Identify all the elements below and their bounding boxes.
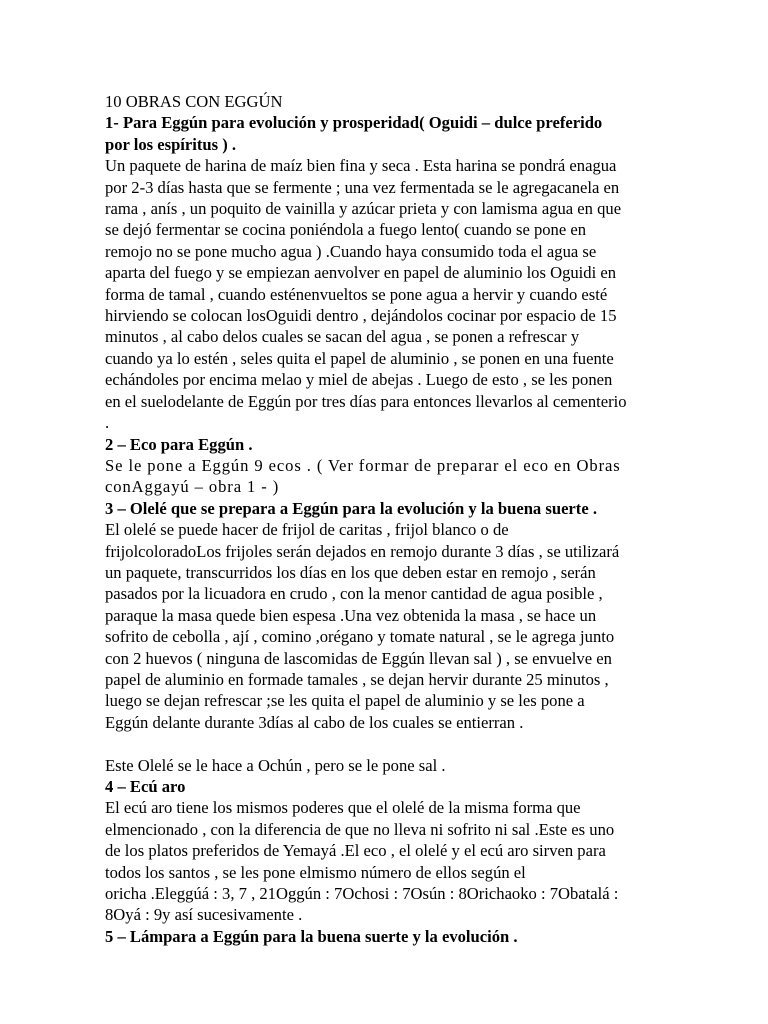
section-1-line: hirviendo se colocan losOguidi dentro , dejándolos cocinar por espacio de 15	[105, 306, 617, 326]
section-1-line: .	[105, 413, 110, 433]
section-1-heading-line-1: 1- Para Eggún para evolución y prosperidad( Oguidi – dulce preferido	[105, 113, 603, 133]
section-1-line: Un paquete de harina de maíz bien fina y seca . Esta harina se pondrá enagua	[105, 156, 617, 176]
section-4-line: elmencionado , con la diferencia de que no lleva ni sofrito ni sal .Este es uno	[105, 819, 615, 839]
section-3-heading: 3 – Olelé que se prepara a Eggún para la evolución y la buena suerte .	[105, 498, 597, 518]
section-3-line: sofrito de cebolla , ají , comino ,orégano y tomate natural , se le agrega junto	[105, 627, 615, 647]
section-3-line: pasados por la licuadora en crudo , con la menor cantidad de agua posible ,	[105, 584, 603, 604]
section-3-line: luego se dejan refrescar ;se les quita el papel de aluminio y se les pone a	[105, 691, 585, 711]
section-4-line: El ecú aro tiene los mismos poderes que el olelé de la misma forma que	[105, 798, 581, 818]
section-3-line: Eggún delante durante 3días al cabo de los cuales se entierran .	[105, 712, 524, 732]
document-text	[105, 91, 670, 947]
section-3-line: con 2 huevos ( ninguna de lascomidas de Eggún llevan sal ) , se envuelve en	[105, 648, 612, 668]
section-3-note: Este Olelé se le hace a Ochún , pero se le pone sal .	[105, 755, 446, 775]
section-3-line: un paquete, transcurridos los días en los que deben estar en remojo , serán	[105, 562, 596, 582]
section-1-heading-line-2: por los espíritus ) .	[105, 134, 237, 154]
section-3-line: paraque la masa quede bien espesa .Una vez obtenida la masa , se hace un	[105, 605, 597, 625]
section-1-line: forma de tamal , cuando esténenvueltos se pone agua a hervir y cuando esté	[105, 284, 608, 304]
section-1-line: echándoles por encima melao y miel de abejas . Luego de esto , se les ponen	[105, 370, 613, 390]
section-4-heading: 4 – Ecú aro	[105, 776, 186, 796]
section-2-heading: 2 – Eco para Eggún .	[105, 434, 253, 454]
section-1-line: remojo no se pone mucho agua ) .Cuando haya consumido toda el agua se	[105, 241, 597, 261]
section-4-line: oricha .Eleggúá : 3, 7 , 21Oggún : 7Ochosi : 7Osún : 8Orichaoko : 7Obatalá :	[105, 884, 619, 904]
section-1-line: minutos , al cabo delos cuales se sacan del agua , se ponen a refrescar y	[105, 327, 580, 347]
section-3-line: frijolcoloradoLos frijoles serán dejados en remojo durante 3 días , se utilizará	[105, 541, 620, 561]
section-4-line: de los platos preferidos de Yemayá .El eco , el olelé y el ecú aro sirven para	[105, 841, 606, 861]
section-1-line: por 2-3 días hasta que se fermente ; una vez fermentada se le agregacanela en	[105, 177, 620, 197]
section-4-line: 8Oyá : 9y así sucesivamente .	[105, 905, 303, 925]
section-1-line: cuando ya lo estén , seles quita el papel de aluminio , se ponen en una fuente	[105, 348, 614, 368]
document-title: 10 OBRAS CON EGGÚN	[105, 92, 283, 111]
section-1-line: rama , anís , un poquito de vainilla y azúcar prieta y con lamisma agua en que	[105, 199, 622, 219]
section-1-line: en el suelodelante de Eggún por tres días para entonces llevarlos al cementerio	[105, 391, 627, 411]
section-1-line: se dejó fermentar se cocina poniéndola a fuego lento( cuando se pone en	[105, 220, 587, 240]
section-2-line: Se le pone a Eggún 9 ecos . ( Ver formar de preparar el eco en Obras	[105, 455, 621, 475]
section-3-line: El olelé se puede hacer de frijol de caritas , frijol blanco o de	[105, 520, 509, 540]
section-4-line: todos los santos , se les pone elmismo número de ellos según el	[105, 862, 526, 882]
section-3-line: papel de aluminio en formade tamales , se dejan hervir durante 25 minutos ,	[105, 669, 609, 689]
section-1-line: aparta del fuego y se empiezan aenvolver en papel de aluminio los Oguidi en	[105, 263, 616, 283]
section-5-heading: 5 – Lámpara a Eggún para la buena suerte y la evolución .	[105, 926, 518, 946]
section-2-line: conAggayú – obra 1 - )	[105, 477, 280, 497]
paragraph-gap	[105, 733, 670, 754]
